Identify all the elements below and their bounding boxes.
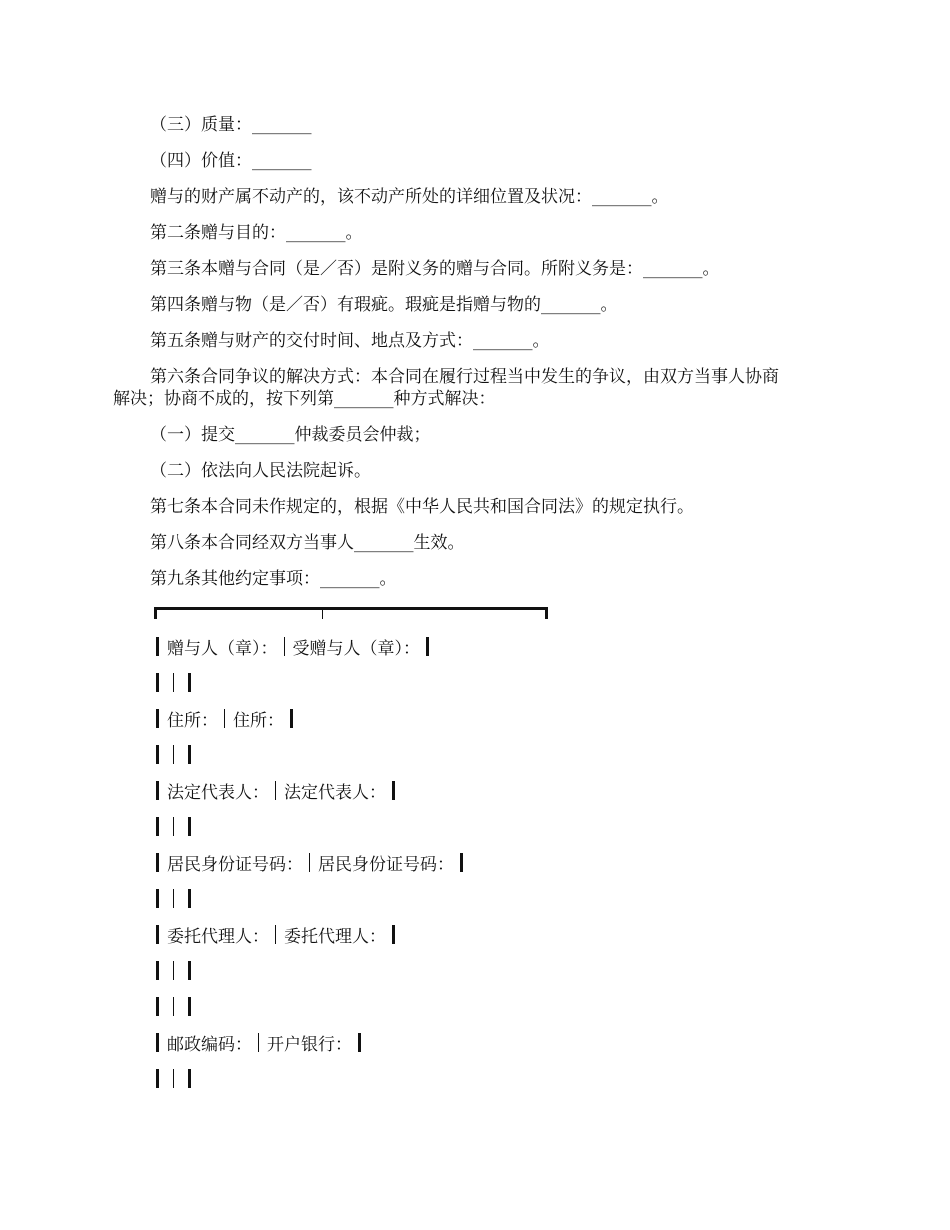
row-border-right bbox=[188, 1069, 191, 1088]
article-9: 第九条其他约定事项：_______。 bbox=[150, 569, 397, 589]
row-border-right bbox=[426, 637, 429, 656]
article-4: 第四条赠与物（是／否）有瑕疵。瑕疵是指赠与物的_______。 bbox=[150, 295, 618, 315]
row-border-right bbox=[188, 997, 191, 1016]
donee-agent-label: 委托代理人： bbox=[284, 926, 386, 947]
row-divider bbox=[173, 817, 174, 836]
row-border-right bbox=[188, 889, 191, 908]
article-3: 第三条本赠与合同（是／否）是附义务的赠与合同。所附义务是：_______。 bbox=[150, 259, 720, 279]
table-corner-right bbox=[545, 607, 548, 619]
option-arbitration: （一）提交_______仲裁委员会仲裁； bbox=[150, 425, 431, 445]
donee-id-number-label: 居民身份证号码： bbox=[318, 854, 454, 875]
row-border-right bbox=[358, 1033, 361, 1052]
option-court: （二）依法向人民法院起诉。 bbox=[150, 461, 371, 481]
donee-address-label: 住所： bbox=[233, 710, 284, 731]
row-divider bbox=[173, 745, 174, 764]
article-5: 第五条赠与财产的交付时间、地点及方式：_______。 bbox=[150, 331, 550, 351]
row-border-left bbox=[156, 961, 159, 980]
row-divider bbox=[173, 997, 174, 1016]
table-row bbox=[156, 635, 429, 657]
clause-value: （四）价值：_______ bbox=[150, 151, 312, 171]
table-row bbox=[156, 887, 191, 909]
donor-address-label: 住所： bbox=[167, 710, 218, 731]
row-border-right bbox=[188, 817, 191, 836]
donee-legal-rep-label: 法定代表人： bbox=[284, 782, 386, 803]
row-border-left bbox=[156, 745, 159, 764]
donor-seal-label: 赠与人（章）： bbox=[167, 638, 278, 659]
row-border-right bbox=[188, 745, 191, 764]
clause-quality: （三）质量：_______ bbox=[150, 115, 312, 135]
table-row bbox=[156, 707, 293, 729]
article-7: 第七条本合同未作规定的，根据《中华人民共和国合同法》的规定执行。 bbox=[150, 497, 694, 517]
table-row bbox=[156, 1067, 191, 1089]
table-row bbox=[156, 815, 191, 837]
table-divider-tick bbox=[322, 607, 323, 619]
row-divider bbox=[173, 889, 174, 908]
table-row bbox=[156, 1031, 361, 1053]
donor-legal-rep-label: 法定代表人： bbox=[167, 782, 269, 803]
table-top-border bbox=[154, 607, 548, 610]
clause-real-estate: 赠与的财产属不动产的，该不动产所处的详细位置及状况：_______。 bbox=[150, 187, 669, 207]
table-row bbox=[156, 959, 191, 981]
row-border-right bbox=[460, 853, 463, 872]
table-corner-left bbox=[154, 607, 157, 619]
row-border-left bbox=[156, 889, 159, 908]
article-2: 第二条赠与目的：_______。 bbox=[150, 223, 363, 243]
row-border-right bbox=[188, 673, 191, 692]
table-row bbox=[156, 851, 463, 873]
article-6-line-1: 第六条合同争议的解决方式：本合同在履行过程当中发生的争议，由双方当事人协商 bbox=[150, 367, 779, 387]
postal-code-label: 邮政编码： bbox=[167, 1034, 252, 1055]
row-divider bbox=[173, 961, 174, 980]
row-border-right bbox=[392, 925, 395, 944]
table-row bbox=[156, 671, 191, 693]
table-row bbox=[156, 779, 395, 801]
table-row bbox=[156, 995, 191, 1017]
donor-id-number-label: 居民身份证号码： bbox=[167, 854, 303, 875]
article-8: 第八条本合同经双方当事人_______生效。 bbox=[150, 533, 465, 553]
row-border-left bbox=[156, 817, 159, 836]
row-border-right bbox=[392, 781, 395, 800]
row-divider bbox=[173, 1069, 174, 1088]
row-border-left bbox=[156, 1069, 159, 1088]
table-row bbox=[156, 743, 191, 765]
row-border-left bbox=[156, 673, 159, 692]
table-row bbox=[156, 923, 395, 945]
bank-label: 开户银行： bbox=[267, 1034, 352, 1055]
row-border-right bbox=[188, 961, 191, 980]
row-border-right bbox=[290, 709, 293, 728]
article-6-line-2: 解决；协商不成的，按下列第_______种方式解决： bbox=[113, 389, 496, 409]
donor-agent-label: 委托代理人： bbox=[167, 926, 269, 947]
row-border-left bbox=[156, 997, 159, 1016]
donee-seal-label: 受赠与人（章）： bbox=[292, 638, 420, 659]
row-divider bbox=[173, 673, 174, 692]
